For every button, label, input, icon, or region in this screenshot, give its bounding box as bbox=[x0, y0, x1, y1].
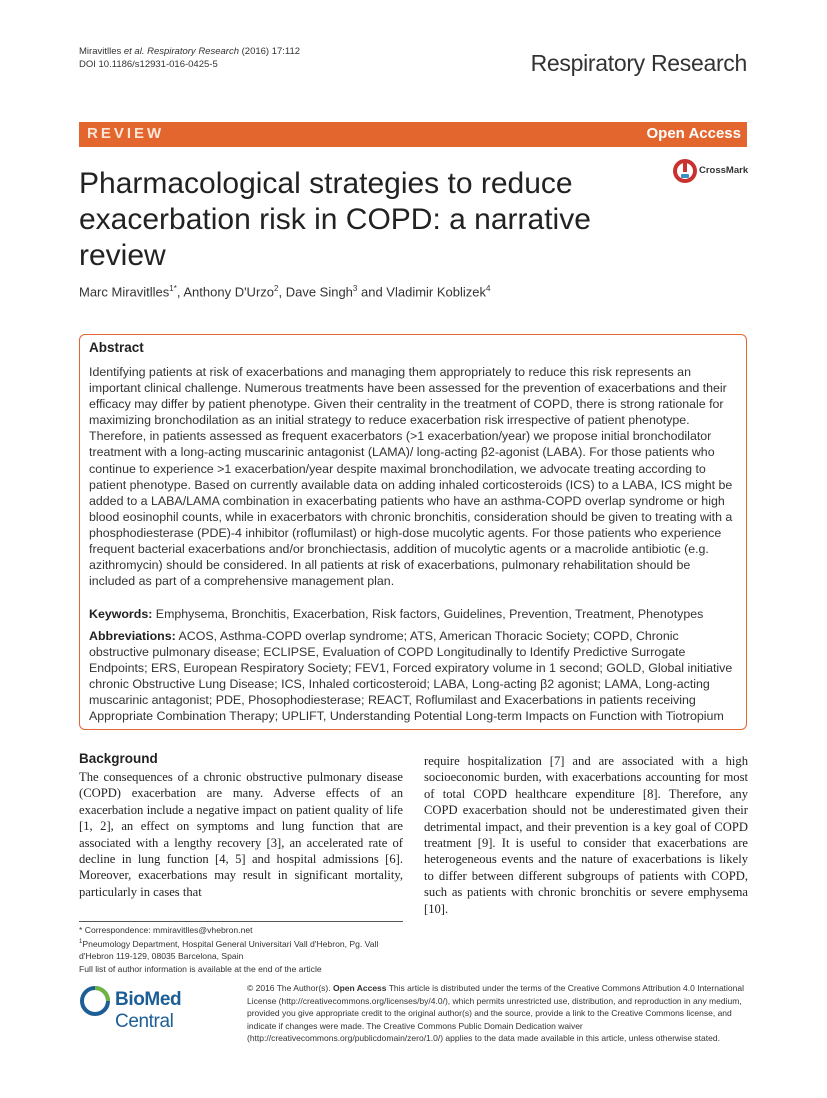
open-access-label: Open Access bbox=[646, 125, 741, 142]
author-affiliation: 1* bbox=[169, 284, 177, 293]
affiliation-number: 1 bbox=[79, 939, 83, 946]
keywords bbox=[89, 606, 739, 622]
article-type-label: REVIEW bbox=[87, 125, 165, 142]
author-affiliation: 2 bbox=[274, 284, 279, 293]
license-statement bbox=[247, 982, 747, 1045]
journal-name: Respiratory Research bbox=[530, 50, 747, 76]
license-copyright: © 2016 The Author(s). bbox=[247, 983, 333, 993]
crossmark-icon bbox=[672, 158, 698, 184]
body-column-right: require hospitalization [7] and are associated with a high socioeconomic burden, with exacerbations accounting for most of total COPD healthcare expenditure [8]. Therefore, any COPD exacerbation should not be underestimated given their detrimental impact, and their prevention is a key goal of COPD treatment [9]. It is useful to consider that exacerbations are heterogeneous events and the nature of exacerbations is likely to differ between different subgroups of patients with COPD, such as patients with chronic bronchitis or severe emphysema [10]. bbox=[424, 754, 748, 916]
keywords-text: Emphysema, Bronchitis, Exacerbation, Risk factors, Guidelines, Prevention, Treatment, Phenotypes bbox=[152, 607, 704, 621]
abstract-text: Identifying patients at risk of exacerbations and managing them appropriately to reduce this risk represents an important clinical challenge. Numerous treatments have been assessed for the prevention of exacerbations and their efficacy may differ by patient phenotype. Given their centrality in the treatment of COPD, there is strong rationale for maximizing bronchodilation as an initial strategy to reduce exacerbation risk irrespective of patient phenotype. Therefore, in patients assessed as frequent exacerbators (>1 exacerbation/year) we propose initial bronchodilator treatment with a long-acting muscarinic antagonist (LAMA)/ long-acting β2-agonist (LABA). For those patients who continue to experience >1 exacerbation/year despite maximal bronchodilation, we advocate treating according to patient phenotype. Based on currently available data on adding inhaled corticosteroids (ICS) to a LABA, ICS might be added to a LABA/LAMA combination in exacerbating patients who have an asthma-COPD overlap syndrome or high blood eosinophil counts, while in exacerbators with chronic bronchitis, consideration should be given to treating with a phosphodiesterase (PDE)-4 inhibitor (roflumilast) or high-dose mucolytic agents. For those patients who experience frequent bacterial exacerbations and/or bronchiectasis, addition of mucolytic agents or a macrolide antibiotic (e.g. azithromycin) should be considered. In all patients at risk of exacerbations, pulmonary rehabilitation should be included as part of a comprehensive management plan. bbox=[89, 365, 733, 589]
author-name: Dave Singh bbox=[285, 284, 353, 300]
biomed-wordmark-light: Central bbox=[115, 1011, 174, 1032]
author-affiliation: 4 bbox=[486, 284, 491, 293]
biomed-central-icon bbox=[79, 985, 111, 1017]
crossmark-badge[interactable] bbox=[672, 158, 762, 184]
author-affiliation: 3 bbox=[352, 284, 358, 293]
license-text: This article is distributed under the terms of the Creative Commons Attribution 4.0 International License (http://creativecommons.org/licenses/by/4.0/), which permits unrestricted use, distribution, and reproduction in any medium, provided you give appropriate credit to the original author(s) and the source, provide a link to the Creative Commons license, and indicate if changes were made. The Creative Commons Public Domain Dedication waiver (http://creativecommons.org/publicdomain/zero/1.0/) applies to the data made available in this article, unless otherwise stated. bbox=[247, 983, 745, 1044]
footnotes bbox=[79, 924, 403, 975]
citation-journal: et al. Respiratory Research bbox=[123, 46, 239, 57]
article-type-band bbox=[79, 122, 747, 147]
affiliation-text: Pneumology Department, Hospital General Universitari Vall d'Hebron, Pg. Vall d'Hebron 119-129, 08035 Barcelona, Spain bbox=[79, 939, 379, 962]
citation-year: (2016) 17:112 bbox=[238, 46, 301, 57]
keywords-label: Keywords: bbox=[89, 607, 153, 621]
section-heading-background: Background bbox=[79, 751, 158, 766]
abstract-box bbox=[79, 334, 747, 730]
crossmark-label: CrossMark bbox=[699, 165, 749, 176]
affiliation bbox=[79, 936, 403, 962]
footnote-divider bbox=[79, 921, 403, 922]
citation-author: Miravitlles bbox=[79, 46, 122, 57]
biomed-central-logo[interactable] bbox=[79, 985, 239, 1032]
author-separator: and bbox=[357, 284, 387, 300]
author-name: Anthony D'Urzo bbox=[183, 284, 275, 300]
author-separator: , bbox=[176, 284, 184, 300]
article-title: Pharmacological strategies to reduce exacerbation risk in COPD: a narrative review bbox=[79, 167, 591, 272]
body-column-left: The consequences of a chronic obstructive pulmonary disease (COPD) exacerbation are many. Adverse effects of an exacerbation include a negative impact on patient quality of life [1, 2], an effect on symptoms and lung function that are associated with a lengthy recovery [3], an accelerated rate of decline in lung function [4, 5] and hospital admissions [6]. Moreover, exacerbations may result in significant mortality, particularly in cases that bbox=[79, 770, 403, 899]
biomed-wordmark-bold: BioMed bbox=[115, 989, 182, 1010]
citation-header bbox=[79, 45, 300, 71]
abbreviations-label: Abbreviations: bbox=[89, 629, 176, 643]
doi[interactable]: DOI 10.1186/s12931-016-0425-5 bbox=[79, 59, 218, 70]
abbreviations bbox=[89, 628, 741, 725]
author-info-note: Full list of author information is available at the end of the article bbox=[79, 963, 322, 974]
author-name: Marc Miravitlles bbox=[79, 284, 170, 300]
author-name: Vladimir Koblizek bbox=[386, 284, 486, 300]
biomed-central-wordmark bbox=[115, 989, 239, 1033]
author-list bbox=[79, 284, 490, 299]
abstract-heading: Abstract bbox=[89, 340, 144, 355]
author-separator: , bbox=[278, 284, 286, 300]
license-open-access: Open Access bbox=[332, 983, 387, 993]
correspondence[interactable]: * Correspondence: mmiravitlles@vhebron.net bbox=[79, 925, 253, 935]
abbreviations-text: ACOS, Asthma-COPD overlap syndrome; ATS, American Thoracic Society; COPD, Chronic obstructive pulmonary disease; ECLIPSE, Evaluation of COPD Longitudinally to Identify Predictive Surrogate Endpoints; ERS, European Respiratory Society; FEV1, Forced expiratory volume in 1 second; GOLD, Global initiative chronic Obstructive Lung Disease; ICS, Inhaled corticosteroid; LABA, Long-acting β2 agonist; LAMA, Long-acting muscarinic antagonist; PDE, Phosophodiesterase; REACT, Roflumilast and Exacerbations in patients receiving Appropriate Combination Therapy; UPLIFT, Understanding Potential Long-term Impacts on Function with Tiotropium bbox=[89, 629, 733, 724]
